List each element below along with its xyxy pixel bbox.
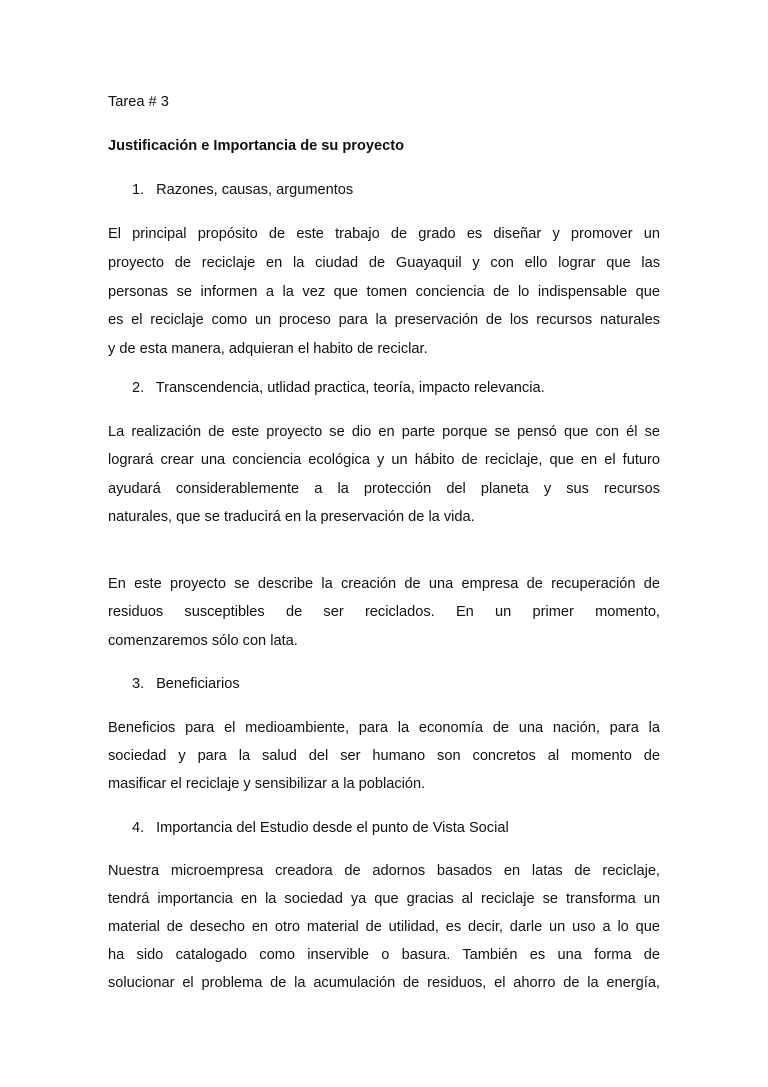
paragraph-line: tendrá importancia en la sociedad ya que gracias al reciclaje se transforma un: [108, 891, 660, 907]
paragraph-line: residuos susceptibles de ser reciclados. En un primer momento,: [108, 604, 660, 620]
list-item-number: 1.: [132, 182, 145, 198]
document-title: Tarea # 3: [108, 94, 169, 110]
list-item-label: Transcendencia, utlidad practica, teoría, impacto relevancia.: [155, 380, 545, 396]
list-item-label: Razones, causas, argumentos: [156, 182, 354, 198]
paragraph-line: ha sido catalogado como inservible o basura. También es una forma de: [108, 947, 660, 963]
paragraph-line: Nuestra microempresa creadora de adornos basados en latas de reciclaje,: [108, 863, 660, 879]
paragraph-line: y de esta manera, adquieran el habito de reciclar.: [108, 341, 428, 357]
paragraph-line: personas se informen a la vez que tomen conciencia de lo indispensable que: [108, 284, 660, 300]
paragraph-line: El principal propósito de este trabajo de grado es diseñar y promover un: [108, 226, 660, 242]
paragraph-line: es el reciclaje como un proceso para la preservación de los recursos naturales: [108, 312, 660, 328]
list-item-number: 3.: [132, 676, 145, 692]
list-item-4: [132, 819, 509, 837]
paragraph-line: sociedad y para la salud del ser humano son concretos al momento de: [108, 748, 660, 764]
paragraph-line: En este proyecto se describe la creación de una empresa de recuperación de: [108, 576, 660, 592]
paragraph-line: proyecto de reciclaje en la ciudad de Guayaquil y con ello lograr que las: [108, 255, 660, 271]
section-heading: Justificación e Importancia de su proyecto: [108, 138, 405, 154]
list-item-number: 4.: [132, 820, 145, 836]
list-item-3: [132, 675, 240, 693]
paragraph-line: Beneficios para el medioambiente, para la economía de una nación, para la: [108, 720, 660, 736]
paragraph-line: ayudará considerablemente a la protección del planeta y sus recursos: [108, 481, 660, 497]
paragraph-line: logrará crear una conciencia ecológica y un hábito de reciclaje, que en el futuro: [108, 452, 660, 468]
paragraph-line: naturales, que se traducirá en la preservación de la vida.: [108, 509, 475, 525]
list-item-number: 2.: [132, 380, 145, 396]
list-item-2: [132, 379, 545, 397]
paragraph-line: solucionar el problema de la acumulación de residuos, el ahorro de la energía,: [108, 975, 660, 991]
list-item-label: Beneficiarios: [156, 676, 240, 692]
list-item-label: Importancia del Estudio desde el punto de Vista Social: [156, 820, 509, 836]
paragraph-line: masificar el reciclaje y sensibilizar a la población.: [108, 776, 426, 792]
paragraph-line: La realización de este proyecto se dio en parte porque se pensó que con él se: [108, 424, 660, 440]
paragraph-line: comenzaremos sólo con lata.: [108, 633, 298, 649]
list-item-1: [132, 181, 353, 199]
paragraph-line: material de desecho en otro material de utilidad, es decir, darle un uso a lo que: [108, 919, 660, 935]
